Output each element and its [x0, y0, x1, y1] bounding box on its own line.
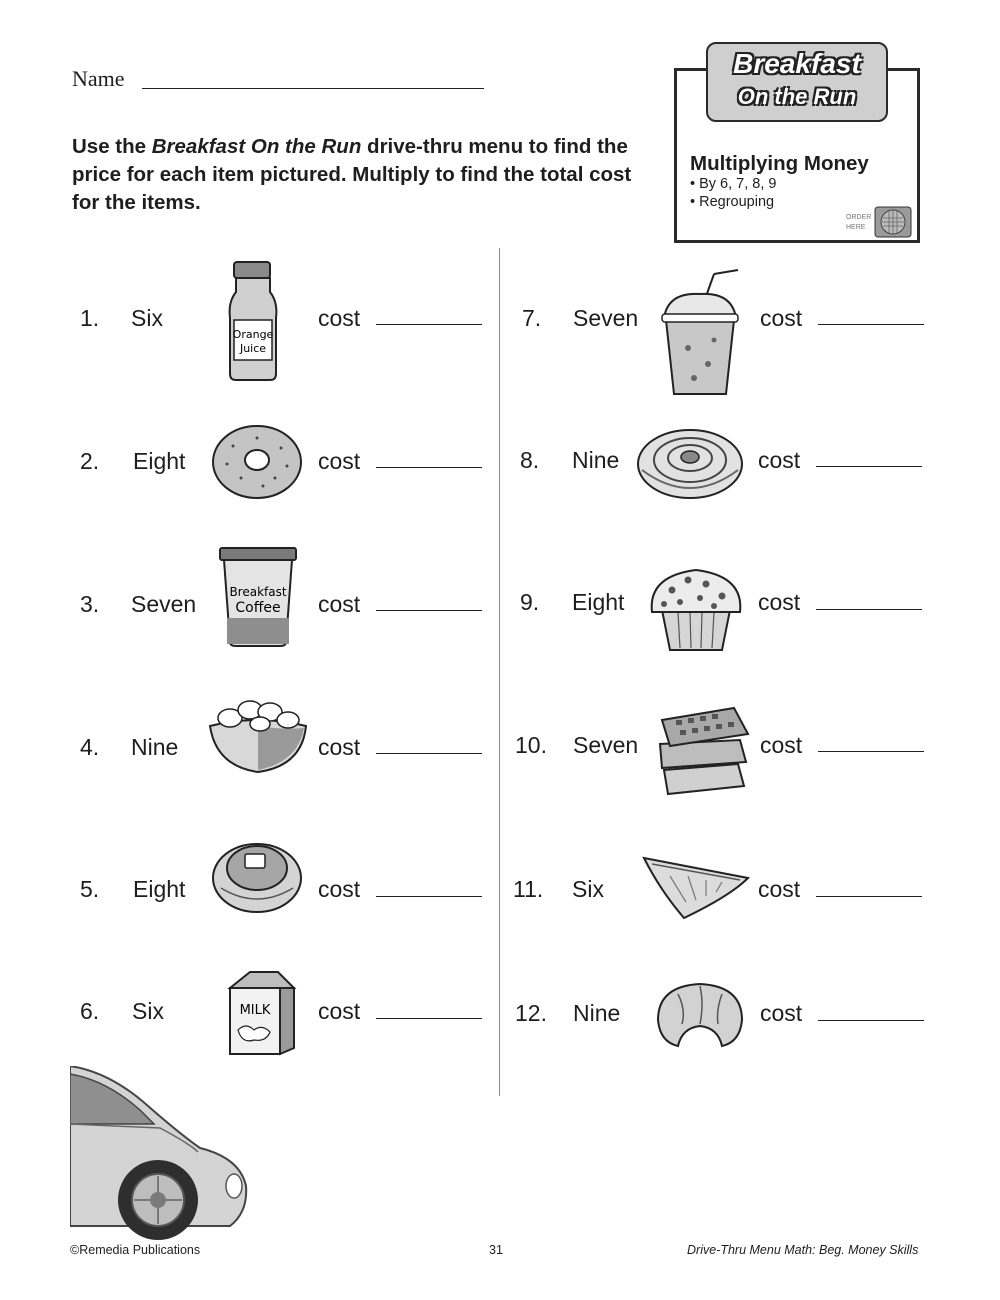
- footer-book-title: Drive-Thru Menu Math: Beg. Money Skills: [687, 1243, 919, 1257]
- column-divider: [499, 248, 500, 1096]
- answer-blank[interactable]: [376, 1018, 482, 1019]
- bagel-icon: [211, 424, 303, 500]
- brand-logo-line1: Breakfast: [733, 48, 861, 79]
- muffin-icon: [648, 566, 744, 652]
- answer-blank[interactable]: [376, 896, 482, 897]
- cost-label: cost: [760, 305, 803, 331]
- cost-label: cost: [318, 998, 361, 1024]
- answer-blank[interactable]: [376, 610, 482, 611]
- problem-number: 6.: [80, 998, 100, 1024]
- problem-number: 3.: [80, 591, 100, 617]
- order-here-line1: ORDER: [846, 214, 872, 221]
- cost-label: cost: [758, 447, 801, 473]
- quantity-word: Six: [131, 305, 163, 331]
- orange-juice-bottle-icon: [222, 258, 284, 384]
- quantity-word: Seven: [573, 305, 639, 331]
- cost-label: cost: [318, 448, 361, 474]
- topic-title: Multiplying Money: [690, 152, 869, 175]
- problem-number: 7.: [522, 305, 542, 331]
- problem-number: 12.: [515, 1000, 547, 1026]
- answer-blank[interactable]: [818, 1020, 924, 1021]
- answer-blank[interactable]: [818, 751, 924, 752]
- instructions-part1: Use the: [72, 135, 152, 158]
- brand-logo-line2: On the Run: [737, 84, 857, 109]
- problem-number: 8.: [520, 447, 540, 473]
- problem-number: 4.: [80, 734, 100, 760]
- order-here-line2: HERE: [846, 224, 866, 231]
- problem-number: 2.: [80, 448, 100, 474]
- answer-blank[interactable]: [816, 896, 922, 897]
- answer-blank[interactable]: [818, 324, 924, 325]
- milk-carton-icon: [222, 968, 300, 1058]
- cost-label: cost: [318, 305, 361, 331]
- problem-number: 1.: [80, 305, 100, 331]
- waffles-icon: [654, 704, 750, 798]
- quantity-word: Seven: [131, 591, 197, 617]
- speaker-grille-icon: [874, 206, 912, 238]
- croissant-icon: [652, 980, 748, 1052]
- quantity-word: Nine: [131, 734, 179, 760]
- order-here-label: [846, 213, 876, 233]
- answer-blank[interactable]: [816, 609, 922, 610]
- bottle-label-text: Juice: [239, 342, 267, 355]
- cup-label-text: Breakfast: [229, 585, 287, 599]
- car-illustration: [70, 1066, 250, 1240]
- name-input-line[interactable]: [142, 88, 484, 89]
- problem-number: 10.: [515, 732, 547, 758]
- quantity-word: Nine: [573, 1000, 621, 1026]
- cost-label: cost: [758, 589, 801, 615]
- problem-number: 11.: [513, 876, 544, 902]
- quantity-word: Eight: [572, 589, 625, 615]
- quantity-word: Nine: [572, 447, 620, 473]
- quantity-word: Eight: [133, 876, 186, 902]
- name-label: Name: [72, 66, 125, 91]
- cost-label: cost: [318, 876, 361, 902]
- quantity-word: Six: [132, 998, 164, 1024]
- cost-label: cost: [758, 876, 801, 902]
- fruit-bowl-icon: [206, 696, 310, 776]
- footer-copyright: ©Remedia Publications: [70, 1243, 201, 1257]
- quantity-word: Six: [572, 876, 604, 902]
- instructions-part2: drive-thru menu to find the price for each item pictured. Multiply to find the total cost for the items.: [72, 135, 632, 214]
- cost-label: cost: [760, 732, 803, 758]
- quantity-word: Eight: [133, 448, 186, 474]
- cup-label-text: Coffee: [235, 600, 281, 616]
- cost-label: cost: [760, 1000, 803, 1026]
- cost-label: cost: [318, 591, 361, 617]
- answer-blank[interactable]: [376, 753, 482, 754]
- problem-number: 5.: [80, 876, 100, 902]
- cinnamon-roll-icon: [636, 424, 744, 500]
- instructions-title: Breakfast On the Run: [151, 135, 362, 158]
- instructions: [72, 133, 632, 217]
- footer-page-number: 31: [489, 1243, 503, 1257]
- smoothie-icon: [658, 268, 742, 400]
- answer-blank[interactable]: [816, 466, 922, 467]
- cost-label: cost: [318, 734, 361, 760]
- topic-bullet: • By 6, 7, 8, 9: [690, 176, 777, 192]
- answer-blank[interactable]: [376, 467, 482, 468]
- bottle-label-text: Orange: [232, 328, 274, 341]
- quantity-word: Seven: [573, 732, 639, 758]
- turnover-icon: [640, 850, 752, 922]
- topic-bullet: • Regrouping: [690, 194, 775, 210]
- problem-number: 9.: [520, 589, 540, 615]
- pancakes-icon: [211, 836, 303, 916]
- carton-label-text: MILK: [239, 1003, 271, 1018]
- answer-blank[interactable]: [376, 324, 482, 325]
- coffee-cup-icon: [218, 546, 298, 648]
